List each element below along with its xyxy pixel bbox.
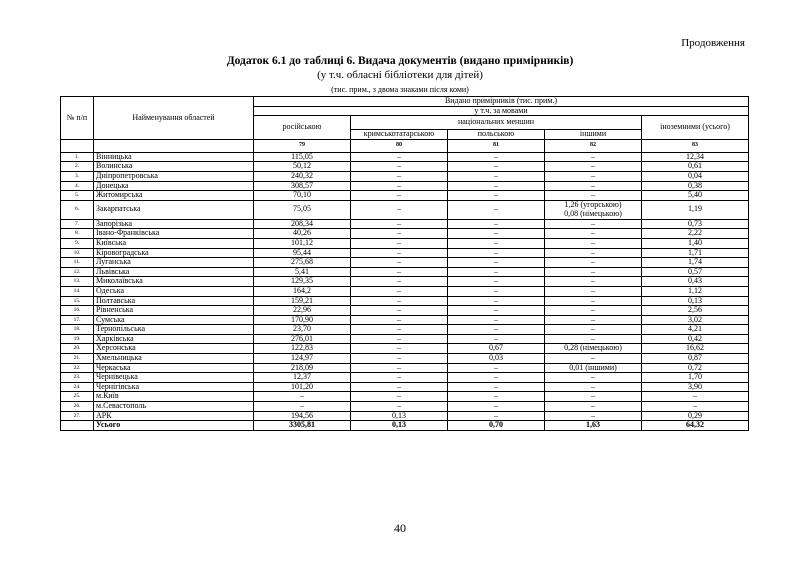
col-header-russian: російською — [254, 116, 351, 140]
col-code-empty — [61, 139, 94, 152]
value-russian: 12,37 — [254, 373, 351, 383]
value-polish: – — [448, 411, 545, 421]
table-row — [61, 373, 749, 383]
value-other-line: – — [591, 285, 595, 295]
total-crimean-tatar: 0,13 — [351, 421, 448, 431]
value-other-line: 0,08 (німецькою) — [564, 208, 622, 218]
value-crimean-tatar: – — [351, 267, 448, 277]
value-russian: – — [254, 392, 351, 402]
table-row — [61, 286, 749, 296]
total-polish: 0,70 — [448, 421, 545, 431]
region-name: Полтавська — [94, 296, 254, 306]
region-name: Волинська — [94, 162, 254, 172]
value-crimean-tatar: – — [351, 363, 448, 373]
value-other-line: – — [591, 372, 595, 382]
table-row — [61, 354, 749, 364]
table-row — [61, 200, 749, 219]
row-number: 13. — [61, 277, 94, 287]
value-other — [545, 306, 642, 316]
value-other-line: – — [591, 410, 595, 420]
value-crimean-tatar: – — [351, 296, 448, 306]
value-russian: 194,56 — [254, 411, 351, 421]
value-polish: – — [448, 334, 545, 344]
value-other — [545, 238, 642, 248]
value-crimean-tatar: – — [351, 238, 448, 248]
value-other-line: 1,26 (угорською) — [564, 200, 622, 210]
value-other-line: – — [591, 266, 595, 276]
value-polish: – — [448, 219, 545, 229]
value-polish: – — [448, 286, 545, 296]
value-foreign: 0,13 — [642, 296, 749, 306]
value-other-line: – — [591, 237, 595, 247]
value-foreign: 1,74 — [642, 258, 749, 268]
total-number — [61, 421, 94, 431]
col-header-national-minorities: національних меншин — [351, 116, 642, 130]
value-russian: 50,12 — [254, 162, 351, 172]
row-number: 21. — [61, 354, 94, 364]
value-foreign: 5,40 — [642, 191, 749, 201]
row-number: 27. — [61, 411, 94, 421]
value-polish: – — [448, 382, 545, 392]
value-crimean-tatar: – — [351, 277, 448, 287]
region-name: Вінницька — [94, 152, 254, 162]
value-foreign: 3,02 — [642, 315, 749, 325]
region-name: Миколаївська — [94, 277, 254, 287]
row-number: 26. — [61, 402, 94, 412]
value-foreign: 3,90 — [642, 382, 749, 392]
col-code-other: 82 — [545, 139, 642, 152]
value-crimean-tatar: – — [351, 219, 448, 229]
table-row — [61, 363, 749, 373]
region-name: Луганська — [94, 258, 254, 268]
col-header-other: іншими — [545, 130, 642, 140]
value-crimean-tatar: – — [351, 382, 448, 392]
row-number: 24. — [61, 382, 94, 392]
col-code-empty — [94, 139, 254, 152]
page-subtitle: (у т.ч. обласні бібліотеки для дітей) — [317, 69, 483, 81]
value-other-line: – — [591, 353, 595, 363]
table-row — [61, 334, 749, 344]
units-note: (тис. прим., з двома знаками після коми) — [331, 85, 469, 94]
value-other-line: – — [591, 257, 595, 267]
value-other-line: – — [591, 276, 595, 286]
value-foreign: 0,38 — [642, 181, 749, 191]
value-russian: – — [254, 402, 351, 412]
value-other — [545, 229, 642, 239]
value-russian: 308,57 — [254, 181, 351, 191]
region-name: Харківська — [94, 334, 254, 344]
table-row — [61, 152, 749, 162]
value-other — [545, 200, 642, 219]
col-header-region: Найменування областей — [94, 97, 254, 140]
value-russian: 129,35 — [254, 277, 351, 287]
value-crimean-tatar: – — [351, 402, 448, 412]
value-polish: – — [448, 162, 545, 172]
value-foreign: 0,42 — [642, 334, 749, 344]
value-foreign: 0,87 — [642, 354, 749, 364]
row-number: 16. — [61, 306, 94, 316]
value-other-line: – — [591, 381, 595, 391]
value-polish: – — [448, 277, 545, 287]
row-number: 22. — [61, 363, 94, 373]
col-header-issued: Видано примірників (тис. прим.) — [254, 97, 749, 107]
value-other — [545, 277, 642, 287]
value-other — [545, 354, 642, 364]
value-russian: 208,34 — [254, 219, 351, 229]
row-number: 25. — [61, 392, 94, 402]
row-number: 19. — [61, 334, 94, 344]
value-polish: – — [448, 363, 545, 373]
value-foreign: 0,04 — [642, 171, 749, 181]
table-row — [61, 392, 749, 402]
col-code-foreign: 83 — [642, 139, 749, 152]
region-name: Черкаська — [94, 363, 254, 373]
row-number: 5. — [61, 191, 94, 201]
value-russian: 115,05 — [254, 152, 351, 162]
value-foreign: 16,62 — [642, 344, 749, 354]
value-polish: – — [448, 200, 545, 219]
value-crimean-tatar: – — [351, 344, 448, 354]
table-row — [61, 258, 749, 268]
region-name: Київська — [94, 238, 254, 248]
value-russian: 101,12 — [254, 238, 351, 248]
value-foreign: 0,43 — [642, 277, 749, 287]
value-crimean-tatar: – — [351, 191, 448, 201]
value-other — [545, 402, 642, 412]
row-number: 15. — [61, 296, 94, 306]
region-name: Житомирська — [94, 191, 254, 201]
table-row — [61, 171, 749, 181]
value-crimean-tatar: – — [351, 258, 448, 268]
value-foreign: 0,29 — [642, 411, 749, 421]
row-number: 17. — [61, 315, 94, 325]
value-foreign: 2,56 — [642, 306, 749, 316]
value-polish: 0,67 — [448, 344, 545, 354]
value-other-line: – — [591, 161, 595, 171]
value-polish: – — [448, 315, 545, 325]
table-row — [61, 344, 749, 354]
value-foreign: 4,21 — [642, 325, 749, 335]
value-polish: – — [448, 152, 545, 162]
table-row — [61, 315, 749, 325]
value-foreign: 1,19 — [642, 200, 749, 219]
col-header-no: № п/п — [61, 97, 94, 140]
value-russian: 276,01 — [254, 334, 351, 344]
value-polish: 0,03 — [448, 354, 545, 364]
region-name: Івано-Франківська — [94, 229, 254, 239]
region-name: Тернопільська — [94, 325, 254, 335]
value-other — [545, 171, 642, 181]
table-row — [61, 248, 749, 258]
value-polish: – — [448, 296, 545, 306]
row-number: 3. — [61, 171, 94, 181]
row-number: 6. — [61, 200, 94, 219]
value-foreign: 1,71 — [642, 248, 749, 258]
value-russian: 159,21 — [254, 296, 351, 306]
value-polish: – — [448, 248, 545, 258]
table-row — [61, 325, 749, 335]
value-crimean-tatar: – — [351, 162, 448, 172]
row-number: 7. — [61, 219, 94, 229]
total-row — [61, 421, 749, 431]
col-code-russian: 79 — [254, 139, 351, 152]
value-foreign: 1,12 — [642, 286, 749, 296]
region-name: м.Севастополь — [94, 402, 254, 412]
region-name: Донецька — [94, 181, 254, 191]
value-foreign: 2,22 — [642, 229, 749, 239]
value-crimean-tatar: – — [351, 392, 448, 402]
value-crimean-tatar: – — [351, 373, 448, 383]
value-other-line: – — [591, 401, 595, 411]
region-name: АРК — [94, 411, 254, 421]
value-foreign: – — [642, 402, 749, 412]
value-crimean-tatar: – — [351, 181, 448, 191]
value-other — [545, 373, 642, 383]
region-name: Закарпатська — [94, 200, 254, 219]
region-name: Рівненська — [94, 306, 254, 316]
table-row — [61, 382, 749, 392]
value-russian: 40,26 — [254, 229, 351, 239]
total-russian: 3305,81 — [254, 421, 351, 431]
value-polish: – — [448, 171, 545, 181]
region-name: Хмельницька — [94, 354, 254, 364]
row-number: 20. — [61, 344, 94, 354]
page-number: 40 — [394, 521, 406, 535]
table-row — [61, 191, 749, 201]
value-crimean-tatar: – — [351, 315, 448, 325]
value-russian: 70,10 — [254, 191, 351, 201]
value-crimean-tatar: – — [351, 286, 448, 296]
row-number: 2. — [61, 162, 94, 172]
table-row — [61, 277, 749, 287]
value-crimean-tatar: – — [351, 334, 448, 344]
value-other-line: – — [591, 228, 595, 238]
value-polish: – — [448, 373, 545, 383]
value-other — [545, 286, 642, 296]
table-row — [61, 306, 749, 316]
row-number: 23. — [61, 373, 94, 383]
continuation-label: Продовження — [681, 37, 745, 49]
data-table — [60, 96, 749, 431]
col-code-polish: 81 — [448, 139, 545, 152]
region-name: Львівська — [94, 267, 254, 277]
row-number: 4. — [61, 181, 94, 191]
value-russian: 240,32 — [254, 171, 351, 181]
value-russian: 164,2 — [254, 286, 351, 296]
table-row — [61, 402, 749, 412]
row-number: 18. — [61, 325, 94, 335]
value-other-line: – — [591, 190, 595, 200]
value-russian: 23,70 — [254, 325, 351, 335]
table-row — [61, 162, 749, 172]
value-polish: – — [448, 238, 545, 248]
value-russian: 22,96 — [254, 306, 351, 316]
total-foreign: 64,32 — [642, 421, 749, 431]
region-name: Кіровоградська — [94, 248, 254, 258]
value-other-line: – — [591, 151, 595, 161]
value-crimean-tatar: – — [351, 354, 448, 364]
value-crimean-tatar: – — [351, 152, 448, 162]
value-russian: 124,97 — [254, 354, 351, 364]
region-name: Херсонська — [94, 344, 254, 354]
row-number: 14. — [61, 286, 94, 296]
value-russian: 218,09 — [254, 363, 351, 373]
value-foreign: 0,73 — [642, 219, 749, 229]
value-other — [545, 258, 642, 268]
value-foreign: 0,72 — [642, 363, 749, 373]
value-other-line: – — [591, 305, 595, 315]
value-polish: – — [448, 181, 545, 191]
value-crimean-tatar: – — [351, 229, 448, 239]
region-name: Дніпропетровська — [94, 171, 254, 181]
value-russian: 5,41 — [254, 267, 351, 277]
row-number: 1. — [61, 152, 94, 162]
value-crimean-tatar: 0,13 — [351, 411, 448, 421]
region-name: Чернівецька — [94, 373, 254, 383]
value-polish: – — [448, 306, 545, 316]
value-other-line: – — [591, 333, 595, 343]
value-other-line: – — [591, 180, 595, 190]
value-russian: 75,05 — [254, 200, 351, 219]
value-russian: 170,90 — [254, 315, 351, 325]
value-crimean-tatar: – — [351, 171, 448, 181]
total-label: Усього — [94, 421, 254, 431]
value-foreign: 0,57 — [642, 267, 749, 277]
value-polish: – — [448, 191, 545, 201]
value-other-line: – — [591, 295, 595, 305]
col-header-crimean-tatar: кримськотатарською — [351, 130, 448, 140]
value-russian: 122,83 — [254, 344, 351, 354]
table-row — [61, 296, 749, 306]
value-other — [545, 325, 642, 335]
value-other — [545, 191, 642, 201]
row-number: 12. — [61, 267, 94, 277]
table-row — [61, 181, 749, 191]
table-body — [61, 152, 749, 430]
value-polish: – — [448, 392, 545, 402]
table-row — [61, 267, 749, 277]
value-crimean-tatar: – — [351, 200, 448, 219]
value-crimean-tatar: – — [351, 248, 448, 258]
value-polish: – — [448, 229, 545, 239]
table-row — [61, 229, 749, 239]
value-other-line: – — [591, 391, 595, 401]
value-crimean-tatar: – — [351, 306, 448, 316]
region-name: м.Київ — [94, 392, 254, 402]
value-russian: 101,20 — [254, 382, 351, 392]
table-row — [61, 238, 749, 248]
value-other-line: 0,28 (німецькою) — [564, 343, 622, 353]
col-header-foreign: іноземними (усього) — [642, 116, 749, 140]
value-other-line: – — [591, 324, 595, 334]
value-russian: 95,44 — [254, 248, 351, 258]
value-polish: – — [448, 402, 545, 412]
page-title: Додаток 6.1 до таблиці 6. Видача документів (видано примірників) — [226, 55, 574, 67]
value-foreign: – — [642, 392, 749, 402]
value-other-line: – — [591, 247, 595, 257]
region-name: Запорізька — [94, 219, 254, 229]
row-number: 11. — [61, 258, 94, 268]
value-other-line: – — [591, 314, 595, 324]
region-name: Одеська — [94, 286, 254, 296]
row-number: 10. — [61, 248, 94, 258]
value-other-line: 0,01 (іншими) — [569, 362, 617, 372]
region-name: Сумська — [94, 315, 254, 325]
value-foreign: 0,61 — [642, 162, 749, 172]
value-russian: 275,68 — [254, 258, 351, 268]
total-other: 1,63 — [545, 421, 642, 431]
region-name: Чернігівська — [94, 382, 254, 392]
value-other-line: – — [591, 218, 595, 228]
value-foreign: 1,40 — [642, 238, 749, 248]
value-polish: – — [448, 258, 545, 268]
row-number: 8. — [61, 229, 94, 239]
col-header-polish: польською — [448, 130, 545, 140]
value-polish: – — [448, 267, 545, 277]
value-other-line: – — [591, 170, 595, 180]
value-crimean-tatar: – — [351, 325, 448, 335]
value-foreign: 1,70 — [642, 373, 749, 383]
col-header-by-language: у т.ч. за мовами — [254, 106, 749, 116]
value-polish: – — [448, 325, 545, 335]
row-number: 9. — [61, 238, 94, 248]
value-foreign: 12,34 — [642, 152, 749, 162]
table-row — [61, 219, 749, 229]
col-code-crimean-tatar: 80 — [351, 139, 448, 152]
